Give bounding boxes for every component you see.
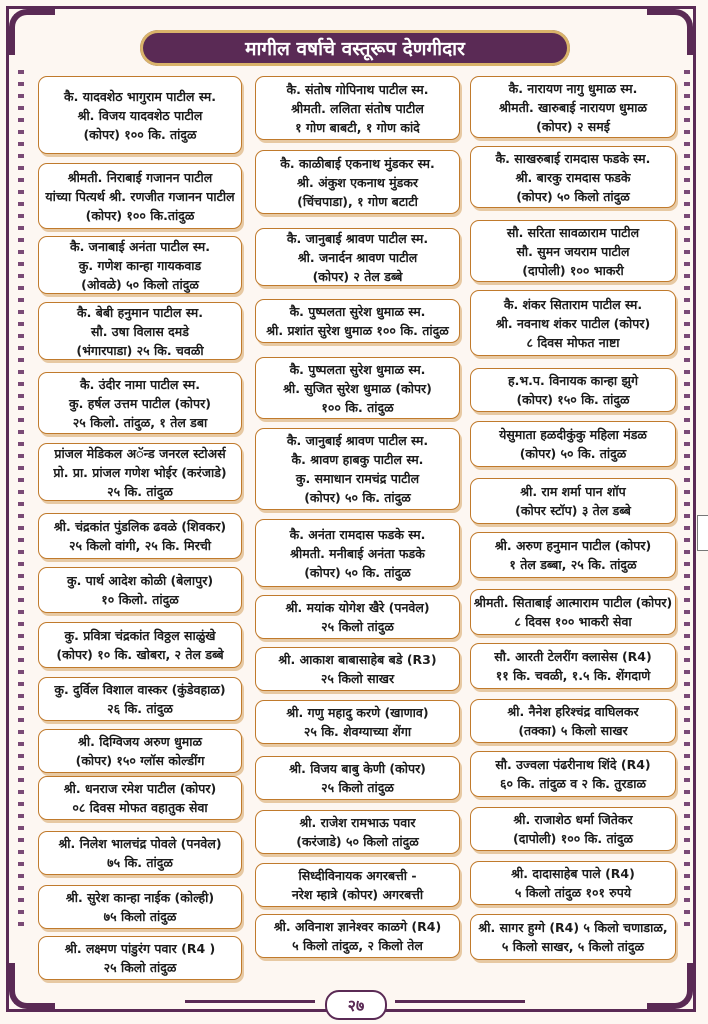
corner-ornament-icon	[647, 963, 693, 1009]
donor-entry-line: (कोपर) ५० किलो तांदुळ	[516, 188, 630, 204]
donor-entry-line: ८ दिवस १०० भाकरी सेवा	[514, 614, 632, 629]
donor-entry	[255, 357, 460, 419]
donor-entry-line: ५ किलो साखर, ५ किलो तांदुळ	[501, 939, 645, 954]
donor-entry-line: (ओवळे) ५० किलो तांदुळ	[81, 276, 199, 292]
donor-entry-line: श्री. निलेश भालचंद्र पोवले (पनवेल)	[58, 836, 222, 851]
donor-entry-line: श्री. सुजित सुरेश धुमाळ (कोपर)	[283, 380, 432, 396]
donor-entry	[38, 443, 242, 501]
donor-entry-line: (कोपर) ५० कि. तांदुळ	[519, 446, 627, 461]
donor-entry-line: श्रीमती. निराबाई गजानन पाटील	[67, 169, 213, 185]
donor-entry-line: १० किलो. तांदुळ	[101, 592, 179, 607]
donor-entry	[470, 861, 676, 905]
donor-entry-line: कै. नारायण नागु धुमाळ स्म.	[508, 80, 638, 96]
donor-entry	[255, 150, 460, 214]
donor-entry-line: ०८ दिवस मोफत वहातुक सेवा	[72, 800, 208, 815]
donor-entry-line: ७५ किलो तांदुळ	[103, 909, 177, 924]
corner-ornament-icon	[9, 9, 55, 55]
donor-entry-line: श्री. धनराज रमेश पाटील (कोपर)	[63, 781, 217, 796]
donor-entry-line: श्री. अरुण हनुमान पाटील (कोपर)	[494, 538, 652, 553]
donor-entry-line: श्री. राम शर्मा पान शॉप	[520, 484, 626, 499]
donor-entry-line: सौ. आरती टेलरींग क्लासेस (R4)	[494, 649, 652, 664]
donor-entry-line: श्रीमती. सिताबाई आत्माराम पाटील (कोपर)	[473, 595, 673, 610]
donor-entry	[255, 914, 460, 958]
donor-entry	[38, 236, 242, 294]
corner-ornament-icon	[647, 9, 693, 55]
donor-entry-line: कै. साखरुबाई रामदास फडके स्म.	[495, 150, 651, 166]
donor-entry-line: ८ दिवस मोफत नाष्टा	[526, 334, 620, 350]
donor-entry-line: कै. पुष्पलता सुरेश धुमाळ स्म.	[289, 304, 426, 319]
donor-entry-line: (चिंचपाडा), १ गोण बटाटी	[297, 193, 418, 209]
donor-entry	[470, 478, 676, 524]
donor-entry-line: (कोपर) ५० कि. तांदुळ	[304, 564, 411, 580]
donor-entry-line: सौ. उषा विलास दमडे	[91, 323, 189, 339]
donor-entry	[38, 513, 242, 559]
donor-entry-line: २५ कि. तांदुळ	[107, 483, 173, 499]
donor-entry-line: श्री. नैनेश हरिश्चंद्र वाघिलकर	[507, 704, 639, 719]
donor-entry-line: (कोपर) १०० कि. तांदुळ	[83, 126, 197, 142]
donor-entry	[255, 810, 460, 854]
donor-entry-line: श्री. अंकुश एकनाथ मुंडकर	[296, 174, 419, 190]
donor-entry-line: नरेश म्हात्रे (कोपर) अगरबत्ती	[291, 887, 424, 902]
donor-entry-line: श्री. सुरेश कान्हा नाईक (कोल्ही)	[65, 890, 215, 905]
donor-entry	[470, 146, 676, 208]
donor-entry	[470, 751, 676, 797]
donor-entry	[38, 677, 242, 721]
donor-entry	[470, 807, 676, 851]
donor-entry	[255, 700, 460, 744]
donor-entry-line: श्री. चंद्रकांत पुंडलिक ढवळे (शिवकर)	[53, 519, 227, 534]
donor-entry	[255, 756, 460, 800]
donor-entry	[255, 299, 460, 343]
donor-entry-line: २५ किलो तांदुळ	[321, 619, 394, 634]
page-number: २७	[325, 990, 387, 1020]
donor-entry-line: कै. यादवशेठ भागुराम पाटील स्म.	[64, 88, 216, 104]
donor-entry	[38, 302, 242, 360]
donor-entry-line: प्रो. प्रा. प्रांजल गणेश भोईर (करंजाडे)	[53, 464, 227, 480]
donor-entry-line: श्री. नवनाथ शंकर पाटील (कोपर)	[495, 315, 651, 331]
donor-entry	[470, 220, 676, 282]
donor-entry	[38, 936, 242, 980]
donor-entry	[255, 228, 460, 286]
donor-entry	[38, 831, 242, 875]
donor-entry-line: कु. प्रवित्रा चंद्रकांत विठ्ठल साळुंखे	[64, 628, 216, 643]
donor-entry-line: श्री. विजय यादवशेठ पाटील	[77, 107, 203, 123]
donor-entry-line: २५ किलो वांगी, २५ कि. मिरची	[68, 538, 212, 553]
donor-entry-line: ५ किलो तांदुळ, २ किलो तेल	[292, 938, 423, 953]
donor-entry-line: कु. दुर्विल विशाल वास्कर (कुंडेवहाळ)	[54, 682, 226, 697]
donor-entry-line: ११ कि. चवळी, १.५ कि. शेंगदाणे	[495, 668, 651, 683]
donor-entry-line: कै. जनाबाई अनंता पाटील स्म.	[69, 238, 210, 254]
donor-entry-line: श्री. प्रशांत सुरेश धुमाळ १०० कि. तांदुळ	[266, 323, 449, 338]
donor-entry-line: ह.भ.प. विनायक कान्हा झुगे	[508, 373, 638, 388]
donor-entry	[255, 647, 460, 691]
donor-entry	[470, 914, 676, 960]
donor-entry-line: (दापोली) १०० कि. तांदुळ	[513, 831, 633, 846]
donor-entry-line: (कोपर) १५० ग्लॉस कोल्डींग	[75, 753, 205, 768]
donor-entry-line: येसुमाता हळदीकुंकु महिला मंडळ	[499, 427, 647, 442]
donor-entry	[38, 885, 242, 929]
donor-entry-line: श्री. राजाशेठ धर्मा जितेकर	[513, 812, 633, 827]
donor-entry-line: श्री. जनार्दन श्रावण पाटील	[297, 249, 418, 265]
donor-entry-line: श्रीमती. मनीबाई अनंता फडके	[290, 545, 425, 561]
donor-entry	[470, 76, 676, 138]
donor-entry-line: २६ कि. तांदुळ	[107, 701, 173, 716]
donor-entry-line: २५ कि. शेवग्याच्या शेंगा	[303, 724, 412, 739]
donor-entry-line: कु. हर्षल उत्तम पाटील (कोपर)	[69, 395, 211, 411]
donor-entry	[255, 863, 460, 907]
donor-entry-line: (दापोली) १०० भाकरी	[522, 262, 624, 278]
donor-entry-line: सिध्दीविनायक अगरबत्ती -	[298, 868, 417, 883]
donor-entry-line: १०० कि. तांदुळ	[321, 399, 394, 415]
donor-entry-line: कै. पुष्पलता सुरेश धुमाळ स्म.	[289, 361, 426, 377]
donor-entry-line: कै. शंकर सिताराम पाटील स्म.	[503, 296, 643, 312]
donor-entry-line: २५ किलो. तांदुळ, १ तेल डबा	[72, 414, 208, 430]
donor-entry-line: कै. संतोष गोपिनाथ पाटील स्म.	[286, 81, 429, 97]
donor-entry	[255, 76, 460, 140]
footer-flourish-right	[395, 1000, 525, 1003]
donor-entry-line: श्री. राजेश रामभाऊ पवार	[299, 815, 416, 830]
donor-entry-line: श्री. दिग्विजय अरुण धुमाळ	[78, 734, 202, 749]
border-pattern-right	[684, 70, 690, 934]
donor-entry-line: श्री. सागर हुग्गे (R4) ५ किलो चणाडाळ,	[478, 920, 668, 935]
donor-entry-line: कु. पार्थ आदेश कोळी (बेलापुर)	[66, 573, 214, 588]
donor-entry	[470, 421, 676, 467]
donor-entry-line: (करंजाडे) ५० किलो तांदुळ	[296, 834, 419, 849]
donor-entry-line: श्री. आकाश बाबासाहेब बडे (R3)	[278, 652, 437, 667]
donor-entry-line: श्री. विजय बाबु केणी (कोपर)	[289, 761, 426, 776]
donor-entry-line: श्री. अविनाश ज्ञानेश्वर काळगे (R4)	[273, 919, 442, 934]
donor-entry-line: कै. श्रावण हाबकु पाटील स्म.	[291, 452, 424, 467]
donor-entry-line: कु. गणेश कान्हा गायकवाड	[78, 257, 202, 273]
donor-entry-line: (कोपर स्टॉप) ३ तेल डब्बे	[515, 503, 631, 518]
donor-entry	[255, 595, 460, 639]
donor-entry	[255, 519, 460, 587]
donor-entry-line: यांच्या पित्यर्थ श्री. रणजीत गजानन पाटील	[45, 188, 235, 204]
donor-entry-line: १ गोण बाबटी, १ गोण कांदे	[295, 119, 420, 135]
donor-entry-line: कै. अनंता रामदास फडके स्म.	[289, 526, 426, 542]
donor-entry-line: कै. बेबी हनुमान पाटील स्म.	[77, 304, 203, 320]
donor-entry-line: श्री. लक्ष्मण पांडुरंग पवार (R4 )	[64, 941, 216, 956]
donor-entry-line: २५ किलो तांदुळ	[103, 960, 177, 975]
donor-entry-line: (कोपर) २ समई	[536, 118, 610, 134]
donor-entry-line: श्रीमती. खारुबाई नारायण धुमाळ	[499, 99, 647, 115]
donor-entry	[38, 163, 242, 229]
donor-entry	[470, 368, 676, 412]
donor-entry-line: सौ. उज्वला पंढरीनाथ शिंदे (R4)	[495, 757, 651, 772]
donor-entry-line: सौ. सुमन जयराम पाटील	[516, 243, 630, 259]
donor-entry	[38, 622, 242, 668]
page-title: मागील वर्षाचे वस्तूरूप देणगीदार	[245, 38, 465, 60]
donor-entry	[470, 532, 676, 578]
donor-entry	[38, 76, 242, 154]
donor-entry	[470, 643, 676, 689]
donor-entry	[38, 567, 242, 613]
donor-entry-line: ७५ कि. तांदुळ	[107, 855, 173, 870]
donor-entry-line: २५ किलो साखर	[320, 671, 395, 686]
donor-entry-line: २५ किलो तांदुळ	[321, 780, 394, 795]
donor-entry-line: (कोपर) २ तेल डब्बे	[312, 268, 403, 284]
donor-entry-line: (कोपर) १०० कि.तांदुळ	[85, 207, 195, 223]
donor-entry-line: ५ किलो तांदुळ १०१ रुपये	[514, 885, 632, 900]
donor-entry	[470, 699, 676, 743]
donor-entry-line: श्री. मयांक योगेश खैरे (पनवेल)	[285, 600, 430, 615]
donor-entry	[38, 729, 242, 773]
donor-entry-line: (कोपर) १५० कि. तांदुळ	[516, 392, 630, 407]
donor-entry-line: सौ. सरिता सावळाराम पाटील	[506, 224, 640, 240]
donor-entry	[38, 372, 242, 434]
donor-entry-line: प्रांजल मेडिकल अॅन्ड जनरल स्टोअर्स	[54, 445, 226, 461]
donor-entry-line: श्री. दादासाहेब पाले (R4)	[511, 866, 635, 881]
border-pattern-left	[18, 70, 24, 934]
donor-entry-line: (कोपर) ५० कि. तांदुळ	[304, 490, 411, 505]
donor-entry-line: श्री. बारकु रामदास फडके	[515, 169, 631, 185]
donor-entry	[470, 290, 676, 356]
donor-entry	[470, 589, 676, 635]
donor-entry-line: कै. जानुबाई श्रावण पाटील स्म.	[286, 433, 429, 448]
footer-flourish-left	[185, 1000, 315, 1003]
donor-entry-line: कै. जानुबाई श्रावण पाटील स्म.	[286, 230, 429, 246]
donor-entry-line: १ तेल डब्बा, २५ कि. तांदुळ	[509, 557, 637, 572]
donor-entry	[38, 776, 242, 820]
title-banner	[140, 30, 570, 66]
donor-entry-line: श्री. गणु महादु करणे (खाणाव)	[286, 705, 429, 720]
donor-entry-line: (कोपर) १० कि. खोबरा, २ तेल डब्बे	[56, 647, 224, 662]
donor-entry-line: (तक्का) ५ किलो साखर	[518, 723, 628, 738]
donor-entry	[255, 428, 460, 510]
donor-entry-line: कु. समाधान रामचंद्र पाटील	[295, 471, 420, 486]
donor-entry-line: (भंगारपाडा) २५ कि. चवळी	[76, 342, 204, 358]
page-edge-tab	[697, 515, 708, 551]
donor-entry-line: श्रीमती. ललिता संतोष पाटील	[291, 100, 424, 116]
donor-entry-line: ६० कि. तांदुळ व २ कि. तुरडाळ	[500, 776, 646, 791]
donor-entry-line: कै. उंदीर नामा पाटील स्म.	[80, 376, 200, 392]
donor-entry-line: कै. काळीबाई एकनाथ मुंडकर स्म.	[280, 155, 435, 171]
